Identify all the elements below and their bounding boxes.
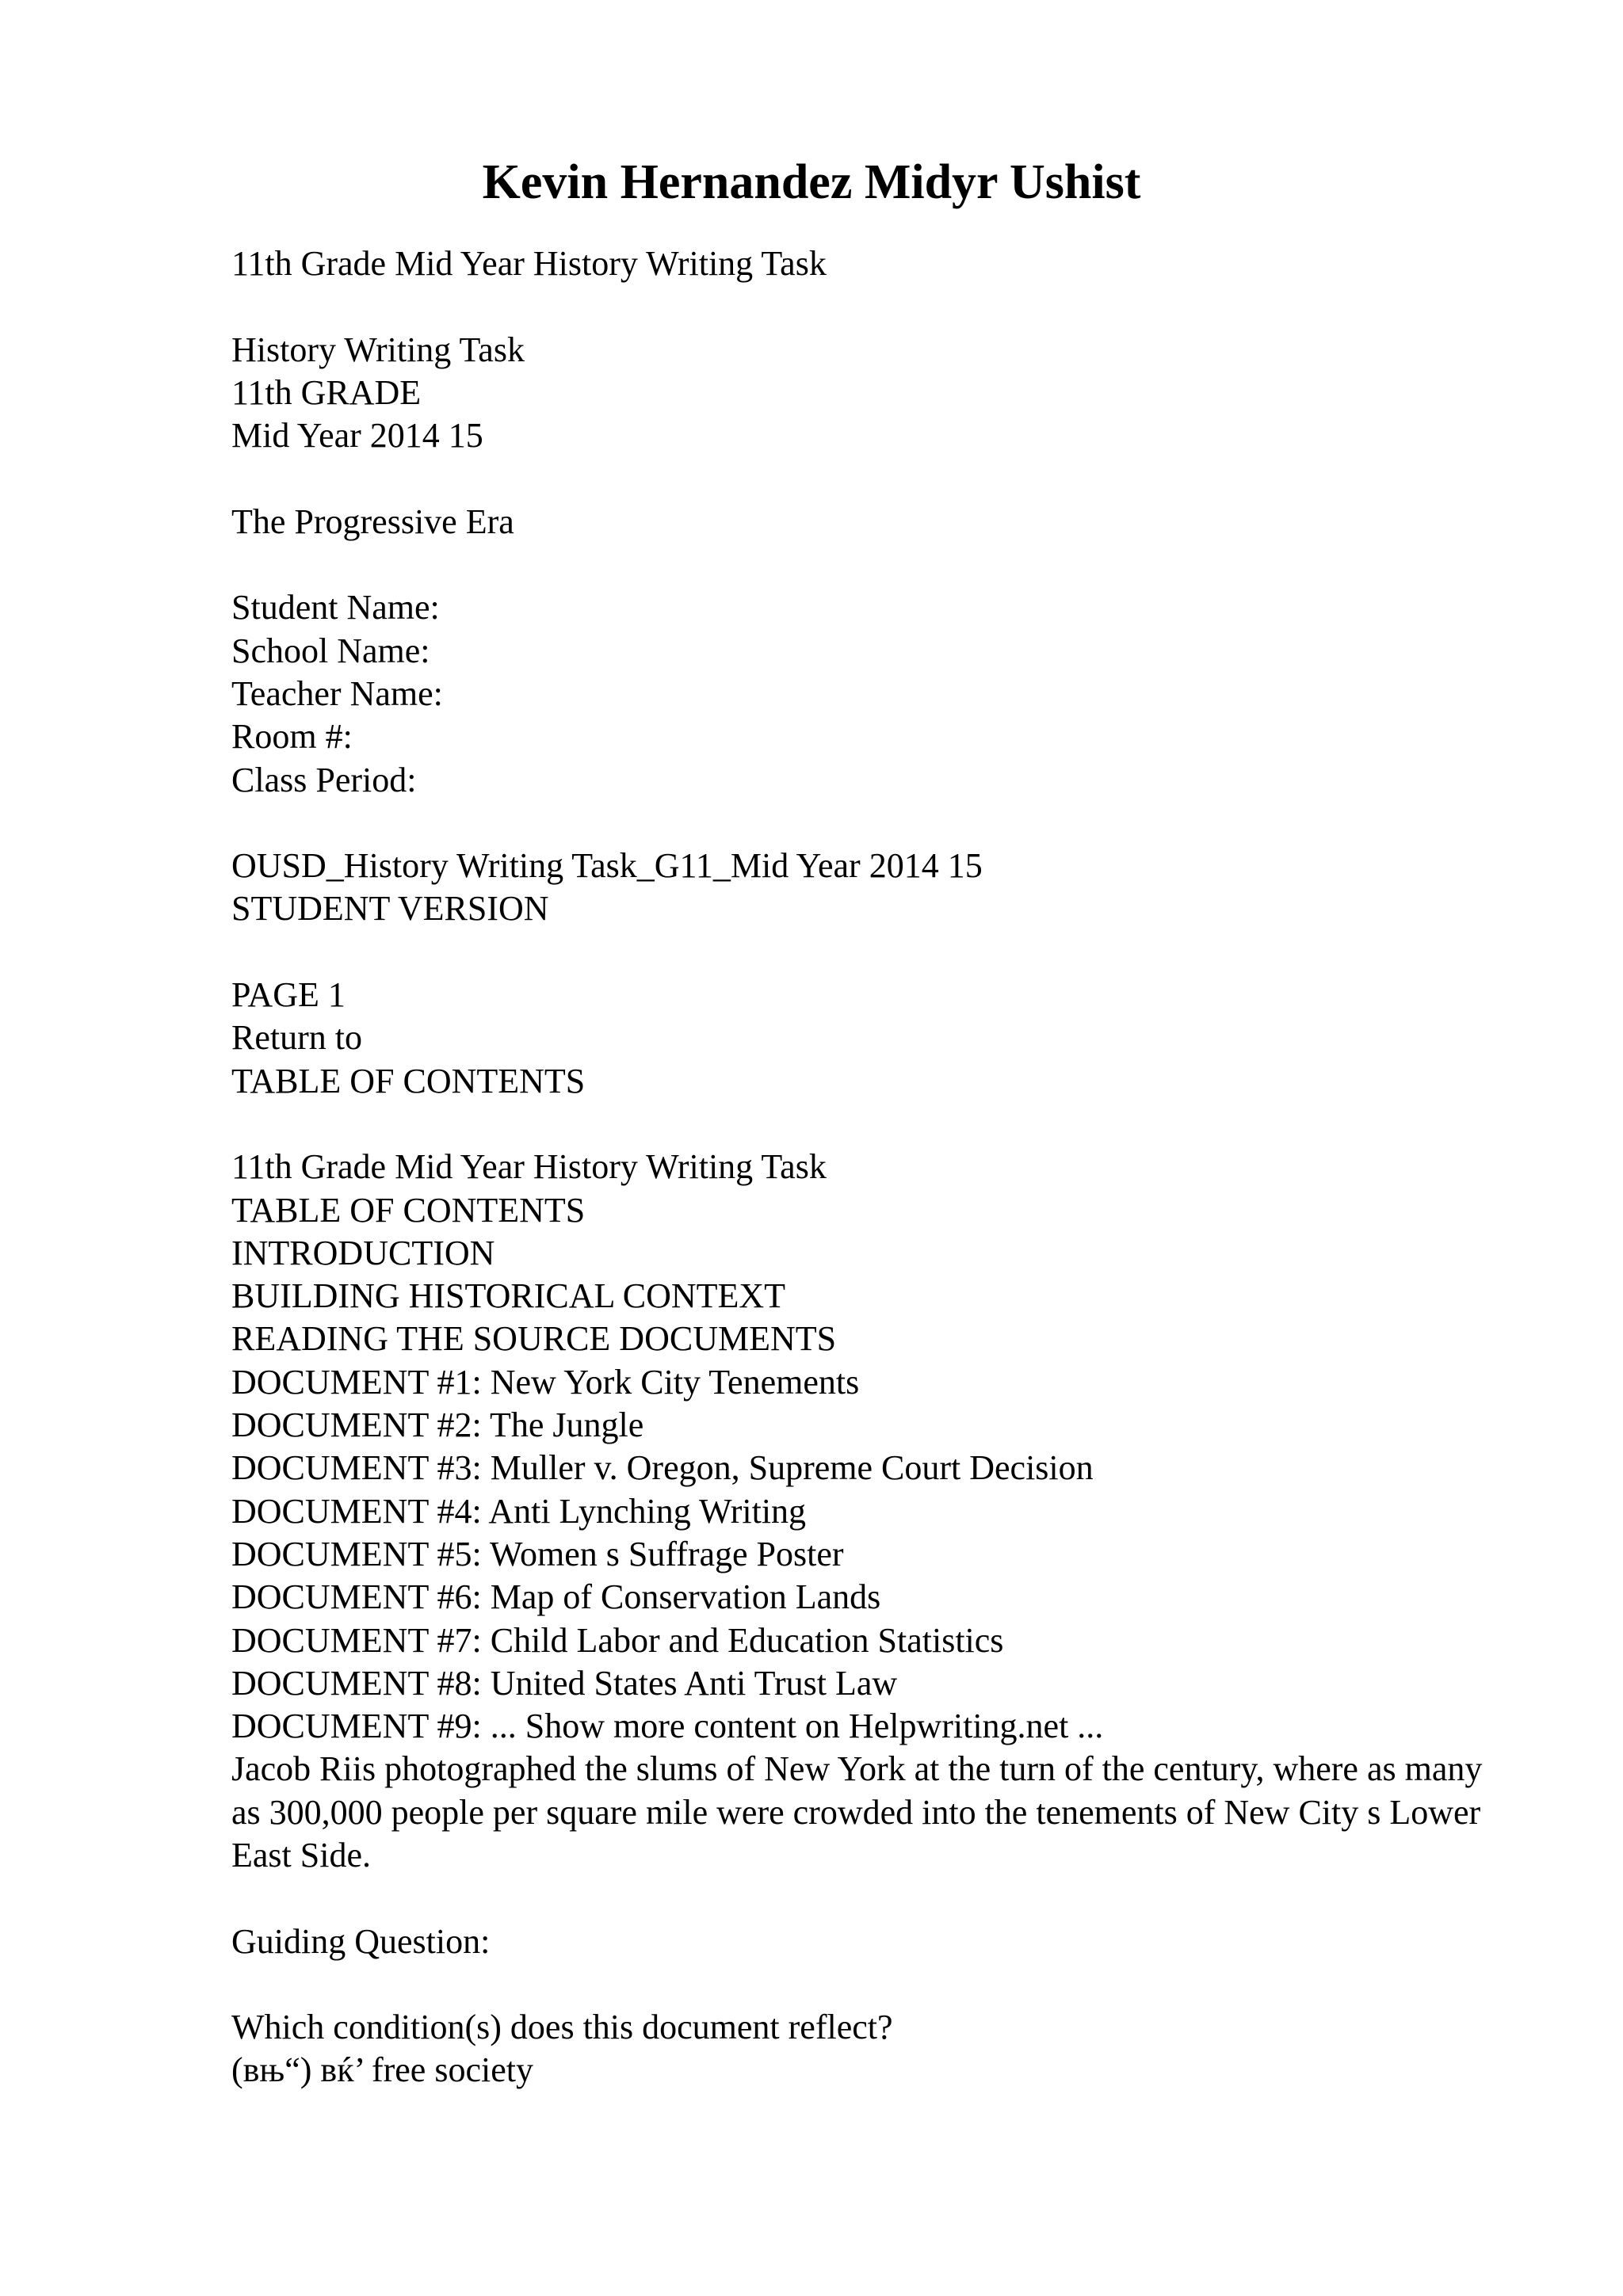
- student-version-label: STUDENT VERSION: [231, 889, 549, 929]
- toc-item: INTRODUCTION: [231, 1233, 495, 1272]
- answer-line: (вњ“) вќ’ free society: [231, 2050, 533, 2090]
- toc-item: DOCUMENT #5: Women s Suffrage Poster: [231, 1534, 844, 1573]
- guiding-question-label: Guiding Question:: [231, 1921, 491, 1961]
- spacer: [231, 931, 1515, 974]
- spacer: [231, 543, 1515, 586]
- spacer: [231, 285, 1515, 328]
- spacer: [231, 457, 1515, 500]
- spacer: [231, 1877, 1515, 1920]
- toc-item: DOCUMENT #8: United States Anti Trust Law: [231, 1663, 898, 1703]
- room-field: Room #:: [231, 717, 353, 757]
- toc-item: DOCUMENT #7: Child Labor and Education Statistics: [231, 1620, 1004, 1660]
- grade-label: 11th GRADE: [231, 372, 422, 412]
- toc-item: DOCUMENT #3: Muller v. Oregon, Supreme Court Decision: [231, 1448, 1094, 1488]
- toc-item: DOCUMENT #4: Anti Lynching Writing: [231, 1491, 807, 1531]
- document-title: Kevin Hernandez Midyr Ushist: [482, 155, 1141, 209]
- toc-item: DOCUMENT #1: New York City Tenements: [231, 1362, 860, 1402]
- spacer: [231, 1103, 1515, 1146]
- spacer: [231, 1963, 1515, 2006]
- toc-item: 11th Grade Mid Year History Writing Task: [231, 1147, 827, 1187]
- student-name-field: Student Name:: [231, 588, 440, 627]
- toc-item-show-more[interactable]: DOCUMENT #9: ... Show more content on Helpwriting.net ...: [231, 1707, 1104, 1746]
- context-paragraph: Jacob Riis photographed the slums of New York at the turn of the century, where as many as 300,000 people per square mile were crowded into the tenements of New City s Lower East Side.: [231, 1749, 1483, 1875]
- toc-item: DOCUMENT #6: Map of Conservation Lands: [231, 1577, 881, 1617]
- page-number: PAGE 1: [231, 975, 346, 1015]
- term-label: Mid Year 2014 15: [231, 416, 483, 456]
- header-line: 11th Grade Mid Year History Writing Task: [231, 244, 827, 283]
- spacer: [231, 802, 1515, 845]
- toc-item: BUILDING HISTORICAL CONTEXT: [231, 1276, 786, 1316]
- teacher-name-field: Teacher Name:: [231, 673, 443, 713]
- version-id: OUSD_History Writing Task_G11_Mid Year 2014 15: [231, 846, 983, 886]
- document-body: [231, 242, 1515, 2092]
- return-to-label: Return to: [231, 1018, 362, 1058]
- question-text: Which condition(s) does this document reflect?: [231, 2008, 893, 2047]
- toc-item: TABLE OF CONTENTS: [231, 1190, 586, 1230]
- toc-item: READING THE SOURCE DOCUMENTS: [231, 1319, 837, 1359]
- class-period-field: Class Period:: [231, 760, 417, 799]
- toc-link[interactable]: TABLE OF CONTENTS: [231, 1061, 586, 1100]
- era-title: The Progressive Era: [231, 502, 514, 541]
- toc-item: DOCUMENT #2: The Jungle: [231, 1405, 644, 1445]
- task-title: History Writing Task: [231, 330, 525, 369]
- school-name-field: School Name:: [231, 631, 430, 670]
